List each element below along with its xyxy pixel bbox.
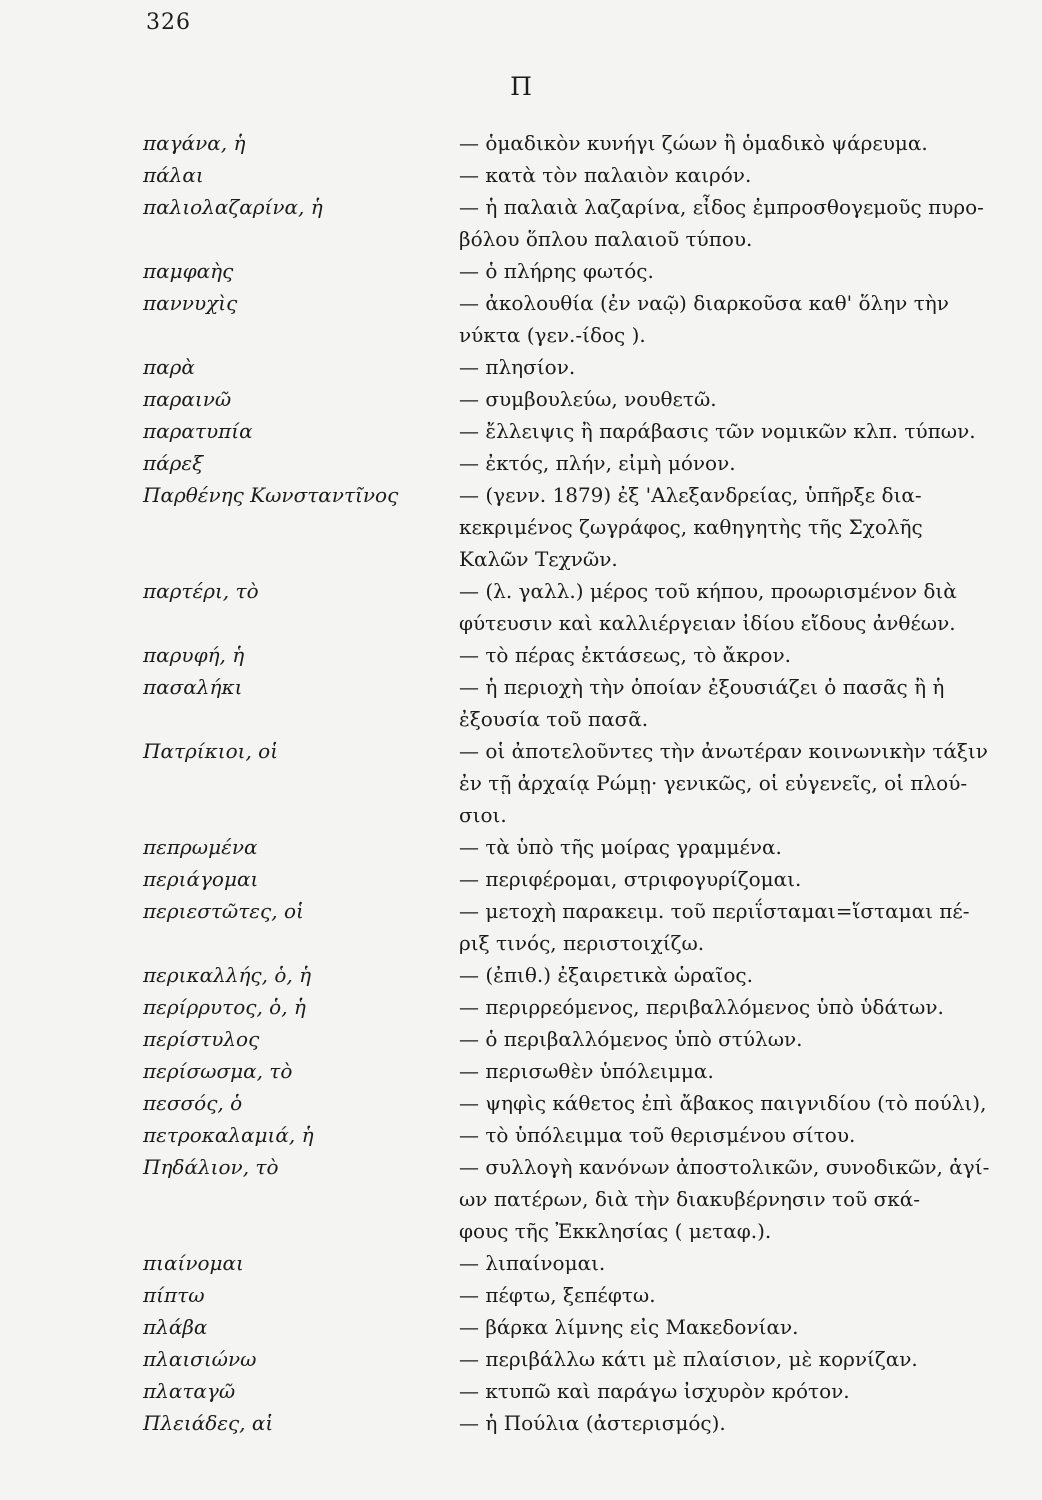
definition-line: — μετοχὴ παρακειμ. τοῦ περιΐσταμαι=ἵσταμαι πέ- — [459, 899, 970, 923]
glossary-entry — [143, 959, 1013, 991]
glossary-entry — [143, 831, 1013, 863]
entry-term: πεσσός, ὁ — [143, 1091, 243, 1115]
definition-line: ριξ τινός, περιστοιχίζω. — [459, 931, 705, 955]
section-letter: Π — [510, 72, 532, 101]
glossary-entry — [143, 1055, 1013, 1087]
entry-term: περικαλλής, ὁ, ἡ — [143, 963, 312, 987]
glossary-entry — [143, 1087, 1013, 1119]
entry-definition — [459, 415, 1016, 447]
entry-definition — [459, 1119, 1016, 1151]
entry-term: παρτέρι, τὸ — [143, 579, 259, 603]
entry-definition — [459, 959, 1016, 991]
definition-line: — πέφτω, ξεπέφτω. — [459, 1283, 656, 1307]
definition-line: — ἔλλειψις ἢ παράβασις τῶν νομικῶν κλπ. τύπων. — [459, 419, 976, 443]
entry-term: πασαλήκι — [143, 675, 243, 699]
glossary-entry — [143, 895, 1013, 959]
glossary-entry — [143, 1119, 1013, 1151]
glossary-entry — [143, 159, 1013, 191]
entry-term: πλάβα — [143, 1315, 208, 1339]
entry-definition — [459, 1055, 1016, 1087]
definition-line: — πλησίον. — [459, 355, 576, 379]
entry-term: περίρρυτος, ὁ, ἡ — [143, 995, 306, 1019]
glossary-entry — [143, 735, 1013, 831]
entry-term: παλιολαζαρίνα, ἡ — [143, 195, 323, 219]
definition-line: κεκριμένος ζωγράφος, καθηγητὴς τῆς Σχολῆς — [459, 515, 923, 539]
entry-definition — [459, 1087, 1016, 1119]
glossary-entry — [143, 1151, 1013, 1247]
definition-line: φύτευσιν καὶ καλλιέργειαν ἰδίου εἴδους ἀνθέων. — [459, 611, 956, 635]
glossary-entry — [143, 1311, 1013, 1343]
entry-term: πλαισιώνω — [143, 1347, 257, 1371]
definition-line: — ἡ Πούλια (ἀστερισμός). — [459, 1411, 726, 1435]
entry-definition — [459, 1151, 1016, 1247]
glossary-entry — [143, 1343, 1013, 1375]
definition-line: — περιρρεόμενος, περιβαλλόμενος ὑπὸ ὑδάτων. — [459, 995, 944, 1019]
entry-definition — [459, 479, 1016, 575]
entry-term: περίσωσμα, τὸ — [143, 1059, 293, 1083]
definition-line: — κατὰ τὸν παλαιὸν καιρόν. — [459, 163, 752, 187]
entry-definition — [459, 383, 1016, 415]
definition-line: — περισωθὲν ὑπόλειμμα. — [459, 1059, 714, 1083]
entry-definition — [459, 1279, 1016, 1311]
entry-term: παραινῶ — [143, 387, 232, 411]
entry-term: πίπτω — [143, 1283, 205, 1307]
entry-definition — [459, 127, 1016, 159]
entry-term: Πλειάδες, αἱ — [143, 1411, 274, 1435]
entry-definition — [459, 735, 1016, 831]
entry-term: περιάγομαι — [143, 867, 259, 891]
entry-term: παρυφή, ἡ — [143, 643, 245, 667]
entry-term: παρατυπία — [143, 419, 253, 443]
glossary-entry — [143, 383, 1013, 415]
glossary-entries — [143, 127, 1013, 1439]
entry-term: Παρθένης Κωνσταντῖνος — [143, 483, 399, 507]
glossary-entry — [143, 863, 1013, 895]
page-number: 326 — [146, 10, 191, 35]
definition-line: βόλου ὅπλου παλαιοῦ τύπου. — [459, 227, 753, 251]
definition-line: νύκτα (γεν.-ίδος ). — [459, 323, 646, 347]
definition-line: — ἐκτός, πλήν, εἰμὴ μόνον. — [459, 451, 736, 475]
entry-definition — [459, 255, 1016, 287]
definition-line: — περιβάλλω κάτι μὲ πλαίσιον, μὲ κορνίζαν. — [459, 1347, 918, 1371]
glossary-entry — [143, 575, 1013, 639]
entry-definition — [459, 639, 1016, 671]
entry-definition — [459, 287, 1016, 351]
entry-term: Πατρίκιοι, οἱ — [143, 739, 279, 763]
definition-line: — κτυπῶ καὶ παράγω ἰσχυρὸν κρότον. — [459, 1379, 850, 1403]
entry-definition — [459, 575, 1016, 639]
definition-line: — (γενν. 1879) ἐξ 'Αλεξανδρείας, ὑπῆρξε δια- — [459, 483, 922, 507]
glossary-entry — [143, 1023, 1013, 1055]
entry-term: παρὰ — [143, 355, 195, 379]
entry-term: παγάνα, ἡ — [143, 131, 246, 155]
glossary-entry — [143, 991, 1013, 1023]
glossary-entry — [143, 671, 1013, 735]
glossary-entry — [143, 1279, 1013, 1311]
definition-line: — τὰ ὑπὸ τῆς μοίρας γραμμένα. — [459, 835, 782, 859]
definition-line: — (λ. γαλλ.) μέρος τοῦ κήπου, προωρισμένον διὰ — [459, 579, 957, 603]
entry-definition — [459, 447, 1016, 479]
glossary-entry — [143, 1407, 1013, 1439]
glossary-entry — [143, 447, 1013, 479]
definition-line: — οἱ ἀποτελοῦντες τὴν ἀνωτέραν κοινωνικὴν τάξιν — [459, 739, 988, 763]
definition-line: ἐν τῇ ἀρχαίᾳ Ρώμῃ· γενικῶς, οἱ εὐγενεῖς, οἱ πλού- — [459, 771, 968, 795]
entry-definition — [459, 1311, 1016, 1343]
entry-term: παμφαὴς — [143, 259, 234, 283]
glossary-entry — [143, 255, 1013, 287]
entry-definition — [459, 159, 1016, 191]
entry-term: πάλαι — [143, 163, 204, 187]
glossary-entry — [143, 127, 1013, 159]
definition-line: — τὸ ὑπόλειμμα τοῦ θερισμένου σίτου. — [459, 1123, 856, 1147]
glossary-entry — [143, 1375, 1013, 1407]
entry-term: πετροκαλαμιά, ἡ — [143, 1123, 314, 1147]
entry-definition — [459, 1023, 1016, 1055]
entry-definition — [459, 671, 1016, 735]
definition-line: — βάρκα λίμνης εἰς Μακεδονίαν. — [459, 1315, 799, 1339]
definition-line: — ψηφὶς κάθετος ἐπὶ ἄβακος παιγνιδίου (τὸ πούλι), — [459, 1091, 987, 1115]
entry-definition — [459, 1343, 1016, 1375]
definition-line: — (ἐπιθ.) ἐξαιρετικὰ ὡραῖος. — [459, 963, 753, 987]
entry-definition — [459, 351, 1016, 383]
glossary-entry — [143, 351, 1013, 383]
definition-line: φους τῆς Ἐκκλησίας ( μεταφ.). — [459, 1219, 772, 1243]
glossary-entry — [143, 191, 1013, 255]
entry-term: περίστυλος — [143, 1027, 260, 1051]
entry-definition — [459, 991, 1016, 1023]
entry-definition — [459, 1247, 1016, 1279]
definition-line: — συλλογὴ κανόνων ἀποστολικῶν, συνοδικῶν, ἁγί- — [459, 1155, 990, 1179]
entry-definition — [459, 895, 1016, 959]
definition-line: — συμβουλεύω, νουθετῶ. — [459, 387, 717, 411]
definition-line: — ἀκολουθία (ἐν ναῷ) διαρκοῦσα καθ' ὅλην τὴν — [459, 291, 949, 315]
entry-definition — [459, 1407, 1016, 1439]
entry-term: παννυχὶς — [143, 291, 238, 315]
definition-line: — ἡ περιοχὴ τὴν ὁποίαν ἐξουσιάζει ὁ πασᾶς ἢ ἡ — [459, 675, 945, 699]
entry-term: πάρεξ — [143, 451, 204, 475]
definition-line: — ἡ παλαιὰ λαζαρίνα, εἶδος ἐμπροσθογεμοῦς πυρο- — [459, 195, 984, 219]
glossary-entry — [143, 479, 1013, 575]
definition-line: — τὸ πέρας ἐκτάσεως, τὸ ἄκρον. — [459, 643, 791, 667]
entry-definition — [459, 831, 1016, 863]
entry-definition — [459, 1375, 1016, 1407]
definition-line: — ὁ περιβαλλόμενος ὑπὸ στύλων. — [459, 1027, 803, 1051]
entry-definition — [459, 863, 1016, 895]
entry-term: πεπρωμένα — [143, 835, 258, 859]
definition-line: — περιφέρομαι, στριφογυρίζομαι. — [459, 867, 802, 891]
entry-term: Πηδάλιον, τὸ — [143, 1155, 279, 1179]
glossary-entry — [143, 639, 1013, 671]
definition-line: ἐξουσία τοῦ πασᾶ. — [459, 707, 649, 731]
definition-line: Καλῶν Τεχνῶν. — [459, 547, 618, 571]
definition-line: — ὁμαδικὸν κυνήγι ζώων ἢ ὁμαδικὸ ψάρευμα. — [459, 131, 928, 155]
entry-definition — [459, 191, 1016, 255]
glossary-entry — [143, 1247, 1013, 1279]
definition-line: — ὁ πλήρης φωτός. — [459, 259, 654, 283]
glossary-entry — [143, 287, 1013, 351]
entry-term: περιεστῶτες, οἱ — [143, 899, 304, 923]
entry-term: πιαίνομαι — [143, 1251, 244, 1275]
definition-line: σιοι. — [459, 803, 507, 827]
entry-term: πλαταγῶ — [143, 1379, 236, 1403]
definition-line: ων πατέρων, διὰ τὴν διακυβέρνησιν τοῦ σκά- — [459, 1187, 921, 1211]
glossary-entry — [143, 415, 1013, 447]
definition-line: — λιπαίνομαι. — [459, 1251, 606, 1275]
